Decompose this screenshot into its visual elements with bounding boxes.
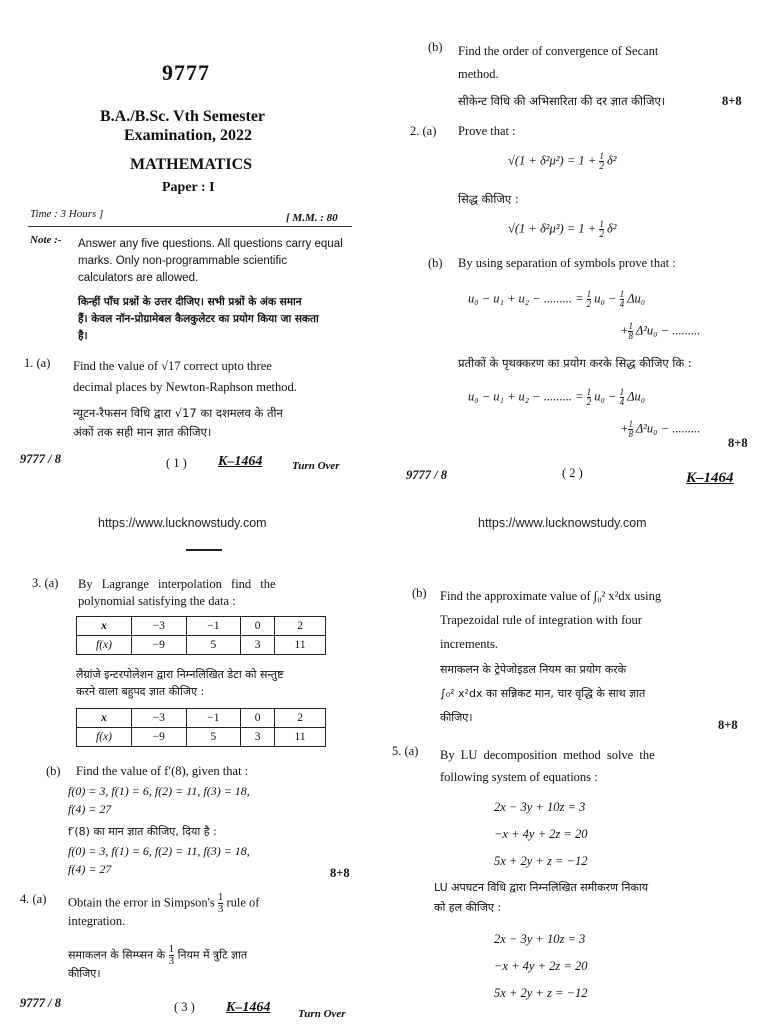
question-text: rule of xyxy=(226,895,260,910)
formula-term: Δ²u₀ − ......... xyxy=(635,421,701,436)
watermark-url-right: https://www.lucknowstudy.com xyxy=(478,516,647,530)
equation: −x + 4y + 2z = 20 xyxy=(494,827,588,841)
q2b-formula-line2: + $\frac{1}{8}$ Δ²u₀ − ......... xyxy=(620,321,701,341)
equation: 5x + 2y + z = −12 xyxy=(494,854,588,868)
q4a-hindi-cont: कीजिए। xyxy=(68,967,101,980)
q1a-english xyxy=(73,356,297,398)
max-marks: [ M.M. : 80 xyxy=(286,212,338,224)
table-cell: −1 xyxy=(186,709,241,728)
q4b-english xyxy=(440,584,661,656)
q2b-label: (b) xyxy=(428,256,443,270)
formula-rhs: δ² xyxy=(606,153,617,168)
footer-left: 9777 / 8 xyxy=(20,452,61,466)
formula-term: Δu₀ xyxy=(627,389,646,404)
page-number: ( 3 ) xyxy=(174,1000,195,1014)
q3-number: 3. (a) xyxy=(32,576,59,590)
question-line: Find the approximate value of ∫₀² x²dx using xyxy=(440,589,662,603)
note-english xyxy=(78,236,343,287)
course-title: B.A./B.Sc. Vth Semester xyxy=(100,108,266,125)
question-line: LU अपघटन विधि द्वारा निम्नलिखित समीकरण निकाय xyxy=(434,881,649,894)
question-line: Trapezoidal rule of integration with four xyxy=(440,613,642,627)
q2b-english: By using separation of symbols prove that : xyxy=(458,256,676,270)
note-hindi xyxy=(78,294,319,345)
table-row xyxy=(77,728,326,747)
q3a-hindi xyxy=(76,666,284,700)
marks: 8+8 xyxy=(728,436,748,450)
header-divider xyxy=(28,226,352,227)
paper-number: Paper : I xyxy=(162,180,215,195)
watermark-url-left: https://www.lucknowstudy.com xyxy=(98,516,267,530)
q4a-hindi xyxy=(68,944,247,967)
table-cell: 5 xyxy=(186,728,241,747)
question-line: करने वाला बहुपद ज्ञात कीजिए : xyxy=(76,685,205,698)
turn-over: Turn Over xyxy=(298,1008,346,1020)
exam-title: Examination, 2022 xyxy=(124,127,253,144)
question-text: नियम में त्रुटि ज्ञात xyxy=(177,948,248,962)
fraction-third: $\frac{1}{3}$ xyxy=(217,891,224,915)
q2a-hindi: सिद्ध कीजिए : xyxy=(458,192,519,206)
footer-left: 9777 / 8 xyxy=(20,996,61,1010)
q1a-hindi xyxy=(73,404,283,442)
table-cell: 2 xyxy=(275,617,326,636)
data-line: f(4) = 27 xyxy=(68,862,112,876)
question-line: By Lagrange interpolation find the xyxy=(78,577,276,591)
equation: 5x + 2y + z = −12 xyxy=(494,986,588,1000)
data-line: f(0) = 3, f(1) = 6, f(2) = 11, f(3) = 18, xyxy=(68,784,250,798)
marks: 8+8 xyxy=(330,866,350,880)
data-table xyxy=(76,616,326,655)
table-cell: x xyxy=(77,617,132,636)
question-text: Obtain the error in Simpson's xyxy=(68,895,215,910)
fraction-eighth: $\frac{1}{8}$ xyxy=(628,419,633,439)
formula-term: u₀ − xyxy=(594,389,617,404)
question-line: Find the order of convergence of Secant xyxy=(458,44,659,58)
question-line: Find the value of √17 correct upto three xyxy=(73,359,272,373)
q2b-formula-line1 xyxy=(468,290,645,309)
table-cell: f(x) xyxy=(77,728,132,747)
page-number: ( 2 ) xyxy=(562,466,583,480)
question-line: following system of equations : xyxy=(440,770,598,784)
q2b-hindi: प्रतीकों के पृथक्करण का प्रयोग करके सिद्ध कीजिए कि : xyxy=(458,356,692,370)
q2a-english: Prove that : xyxy=(458,124,516,138)
fraction-quarter: $\frac{1}{4}$ xyxy=(619,387,625,407)
note-line: हैं। केवल नॉन-प्रोग्रामेबल कैलकुलेटर का प्रयोग किया जा सकता xyxy=(78,313,319,325)
footer-left: 9777 / 8 xyxy=(406,468,447,482)
formula-rhs: δ² xyxy=(606,221,617,236)
q4b-label: (b) xyxy=(412,586,427,600)
turn-over: Turn Over xyxy=(292,460,340,472)
equation-system xyxy=(494,794,587,875)
fraction-half: $\frac{1}{2}$ xyxy=(599,219,604,239)
equation: −x + 4y + 2z = 20 xyxy=(494,959,588,973)
table-cell: 0 xyxy=(241,617,275,636)
marks: 8+8 xyxy=(722,94,742,108)
equation: 2x − 3y + 10z = 3 xyxy=(494,800,586,814)
page-number: ( 1 ) xyxy=(166,456,187,470)
paper-serial: K–1464 xyxy=(686,470,734,486)
q4a-english-cont: integration. xyxy=(68,914,126,928)
q3b-data xyxy=(68,782,250,818)
question-line: increments. xyxy=(440,637,498,651)
q3b-label: (b) xyxy=(46,764,61,778)
q4a-english xyxy=(68,892,259,915)
q3b-data-repeat xyxy=(68,842,250,878)
table-cell: −9 xyxy=(132,728,187,747)
formula-term: Δu₀ xyxy=(627,291,646,306)
table-cell: 5 xyxy=(186,636,241,655)
table-cell: 3 xyxy=(241,636,275,655)
table-cell: 3 xyxy=(241,728,275,747)
question-line: कीजिए। xyxy=(440,711,473,724)
table-row xyxy=(77,636,326,655)
question-line: polynomial satisfying the data : xyxy=(78,594,236,608)
q1b-hindi: सीकेन्ट विधि की अभिसारिता की दर ज्ञात कीजिए। xyxy=(458,94,666,108)
q3b-hindi: f′(8) का मान ज्ञात कीजिए, दिया है : xyxy=(68,825,217,838)
q1-number: 1. (a) xyxy=(24,356,51,370)
page-divider xyxy=(186,549,222,551)
question-line: अंकों तक सही मान ज्ञात कीजिए। xyxy=(73,425,212,439)
formula-lhs: √(1 + δ²μ²) = 1 + xyxy=(508,153,597,168)
q5-number: 5. (a) xyxy=(392,744,419,758)
question-line: By LU decomposition method solve the xyxy=(440,748,655,762)
table-cell: 11 xyxy=(275,728,326,747)
paper-serial: K–1464 xyxy=(226,1000,271,1015)
fraction-quarter: $\frac{1}{4}$ xyxy=(619,289,625,309)
table-cell: −9 xyxy=(132,636,187,655)
fraction-half: $\frac{1}{2}$ xyxy=(586,387,592,407)
question-line: ∫₀² x²dx का सन्निकट मान, चार वृद्धि के साथ ज्ञात xyxy=(440,687,646,700)
q2a-formula-repeat xyxy=(508,220,617,239)
equation-system-repeat xyxy=(494,926,587,1007)
fraction-half: $\frac{1}{2}$ xyxy=(586,289,592,309)
note-line: marks. Only non-programmable scientific xyxy=(78,255,287,267)
paper-code: 9777 xyxy=(162,60,210,85)
q3a-english xyxy=(78,576,276,610)
time-allowed: Time : 3 Hours ] xyxy=(30,208,104,220)
q3b-english: Find the value of f′(8), given that : xyxy=(76,764,249,778)
note-line: Answer any five questions. All questions carry equal xyxy=(78,238,343,250)
fraction-half: $\frac{1}{2}$ xyxy=(599,151,604,171)
q2b-formula-line1-repeat xyxy=(468,388,645,407)
subject-title: MATHEMATICS xyxy=(130,156,253,173)
formula-lhs: u₀ − u₁ + u₂ − ......... = xyxy=(468,291,584,306)
q2-number: 2. (a) xyxy=(410,124,437,138)
data-line: f(4) = 27 xyxy=(68,802,112,816)
data-line: f(0) = 3, f(1) = 6, f(2) = 11, f(3) = 18, xyxy=(68,844,250,858)
paper-serial: K–1464 xyxy=(218,454,263,469)
marks: 8+8 xyxy=(718,718,738,732)
table-cell: 11 xyxy=(275,636,326,655)
formula-term: u₀ − xyxy=(594,291,617,306)
q2b-formula-line2-repeat: + $\frac{1}{8}$ Δ²u₀ − ......... xyxy=(620,419,701,439)
q5a-english xyxy=(440,744,655,788)
question-line: समाकलन के ट्रेपेजोइडल नियम का प्रयोग करके xyxy=(440,663,627,676)
table-cell: −1 xyxy=(186,617,241,636)
formula-lhs: u₀ − u₁ + u₂ − ......... = xyxy=(468,389,584,404)
q4b-hindi xyxy=(440,658,645,730)
q2a-formula xyxy=(508,152,617,171)
q1b-label: (b) xyxy=(428,40,443,54)
fraction-third: $\frac{1}{3}$ xyxy=(168,943,175,967)
question-line: न्यूटन-रैफसन विधि द्वारा √17 का दशमलव के तीन xyxy=(73,406,283,420)
question-text: समाकलन के सिम्प्सन के xyxy=(68,948,166,962)
formula-term: Δ²u₀ − ......... xyxy=(635,323,701,338)
q4-number: 4. (a) xyxy=(20,892,47,906)
data-table-repeat xyxy=(76,708,326,747)
formula-lhs: √(1 + δ²μ²) = 1 + xyxy=(508,221,597,236)
note-line: calculators are allowed. xyxy=(78,272,199,284)
table-row xyxy=(77,709,326,728)
table-cell: x xyxy=(77,709,132,728)
question-line: को हल कीजिए : xyxy=(434,901,502,914)
question-line: method. xyxy=(458,67,499,81)
table-cell: −3 xyxy=(132,617,187,636)
question-line: लैग्रांजे इन्टरपोलेशन द्वारा निम्नलिखित डेटा को सन्तुष्ट xyxy=(76,668,284,681)
note-label: Note :- xyxy=(30,234,62,246)
q1b-english xyxy=(458,40,658,86)
equation: 2x − 3y + 10z = 3 xyxy=(494,932,586,946)
table-cell: 2 xyxy=(275,709,326,728)
note-line: है। xyxy=(78,330,88,342)
table-cell: −3 xyxy=(132,709,187,728)
fraction-eighth: $\frac{1}{8}$ xyxy=(628,321,633,341)
table-cell: f(x) xyxy=(77,636,132,655)
question-line: decimal places by Newton-Raphson method. xyxy=(73,380,297,394)
q5a-hindi xyxy=(434,878,648,918)
table-cell: 0 xyxy=(241,709,275,728)
note-line: किन्हीं पाँच प्रश्नों के उत्तर दीजिए। सभी प्रश्नों के अंक समान xyxy=(78,296,302,308)
table-row xyxy=(77,617,326,636)
